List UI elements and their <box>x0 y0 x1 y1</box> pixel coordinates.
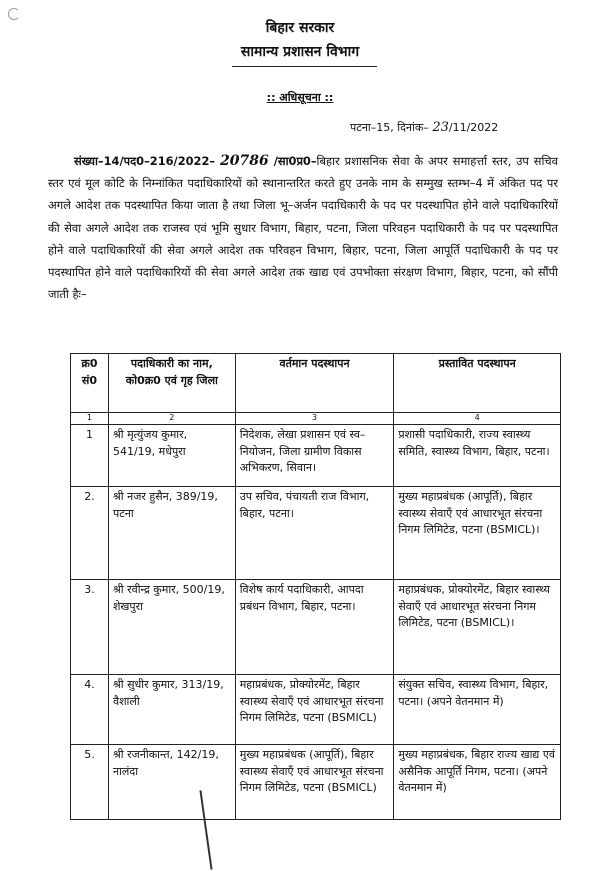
notification-body <box>48 150 558 305</box>
col-number: 2 <box>108 413 235 425</box>
ref-suffix: /सा0प्र0– <box>273 154 317 168</box>
title-underline <box>232 66 377 67</box>
table-row <box>71 675 561 745</box>
table-header-row <box>71 354 561 413</box>
row-current: निदेशक, लेखा प्रशासन एवं स्व–नियोजन, जिला ग्रामीण विकास अभिकरण, सिवान। <box>235 425 394 487</box>
table-row <box>71 745 561 820</box>
row-serial: 4. <box>71 675 109 745</box>
header-serial: क्र0 सं0 <box>71 354 109 413</box>
header-current-posting: वर्तमान पदस्थापन <box>235 354 394 413</box>
row-officer: श्री मृत्युंजय कुमार, 541/19, मधेपुरा <box>108 425 235 487</box>
date-prefix: पटना–15, दिनांक– <box>350 121 429 134</box>
government-title: बिहार सरकार <box>265 20 335 36</box>
row-serial: 2. <box>71 487 109 580</box>
ref-number-handwritten: 20786 <box>220 153 269 169</box>
row-proposed: प्रशासी पदाधिकारी, राज्य स्वास्थ्य समिति, स्वास्थ्य विभाग, बिहार, पटना। <box>394 425 561 487</box>
row-serial: 3. <box>71 580 109 675</box>
ref-prefix: संख्या–14/पद0–216/2022– <box>74 154 216 168</box>
body-text: बिहार प्रशासनिक सेवा के अपर समाहर्त्ता स्तर, उप सचिव स्तर एवं मूल कोटि के निम्नांकित पदाधिकारियों को स्थानान्तरित करते हुए उनके नाम के सम्मुख स्तम्भ–4 में अंकित पद पर अगले आदेश तक पदस्थापित किया जाता है तथा जिला भू–अर्जन पदाधिकारी के पद पर पदस्थापित होने वाले पदाधिकारियों की सेवा अगले आदेश तक राजस्व एवं भूमि सुधार विभाग, बिहार, पटना, जिला परिवहन पदाधिकारी के पद पर पदस्थापित होने वाले पदाधिकारियों की सेवा अगले आदेश तक परिवहन विभाग, बिहार, पटना, जिला आपूर्ति पदाधिकारी के पद पर पदस्थापित होने वाले पदाधिकारियों की सेवा अगले आदेश तक खाद्य एवं उपभोक्ता संरक्षण विभाग, बिहार, पटना, को सौंपी जाती हैः– <box>48 154 558 302</box>
row-proposed: मुख्य महाप्रबंधक (आपूर्ति), बिहार स्वास्थ्य सेवाएँ एवं आधारभूत संरचना निगम लिमिटेड, पटना (BSMICL)। <box>394 487 561 580</box>
col-number: 3 <box>235 413 394 425</box>
transfer-table <box>70 353 561 820</box>
row-current: उप सचिव, पंचायती राज विभाग, बिहार, पटना। <box>235 487 394 580</box>
header-proposed-posting: प्रस्तावित पदस्थापन <box>394 354 561 413</box>
date-rest: /11/2022 <box>448 121 499 134</box>
department-title: सामान्य प्रशासन विभाग <box>240 44 360 60</box>
col-number: 4 <box>394 413 561 425</box>
column-number-row <box>71 413 561 425</box>
row-proposed: महाप्रबंधक, प्रोक्योरमेंट, बिहार स्वास्थ्य सेवाएँ एवं आधारभूत संरचना निगम लिमिटेड, पटना (BSMICL)। <box>394 580 561 675</box>
row-officer: श्री रजनीकान्त, 142/19, नालंदा <box>108 745 235 820</box>
notification-heading: :: अधिसूचना :: <box>266 91 334 104</box>
table-row <box>71 425 561 487</box>
date-line <box>350 120 498 135</box>
row-current: मुख्य महाप्रबंधक (आपूर्ति), बिहार स्वास्थ्य सेवाएँ एवं आधारभूत संरचना निगम लिमिटेड, पटना (BSMICL) <box>235 745 394 820</box>
col-number: 1 <box>71 413 109 425</box>
table-row <box>71 580 561 675</box>
row-officer: श्री रवीन्द्र कुमार, 500/19, शेखपुरा <box>108 580 235 675</box>
row-proposed: संयुक्त सचिव, स्वास्थ्य विभाग, बिहार, पटना। (अपने वेतनमान में) <box>394 675 561 745</box>
date-day-handwritten: 23 <box>432 120 449 135</box>
row-serial: 1 <box>71 425 109 487</box>
row-officer: श्री नजर हुसैन, 389/19, पटना <box>108 487 235 580</box>
row-current: विशेष कार्य पदाधिकारी, आपदा प्रबंधन विभाग, बिहार, पटना। <box>235 580 394 675</box>
row-current: महाप्रबंधक, प्रोक्योरमेंट, बिहार स्वास्थ्य सेवाएँ एवं आधारभूत संरचना निगम लिमिटेड, पटना (BSMICL) <box>235 675 394 745</box>
row-proposed: मुख्य महाप्रबंधक, बिहार राज्य खाद्य एवं असैनिक आपूर्ति निगम, पटना। (अपने वेतनमान में) <box>394 745 561 820</box>
header-officer: पदाधिकारी का नाम, को0क्र0 एवं गृह जिला <box>108 354 235 413</box>
table-row <box>71 487 561 580</box>
row-serial: 5. <box>71 745 109 820</box>
row-officer: श्री सुधीर कुमार, 313/19, वैशाली <box>108 675 235 745</box>
